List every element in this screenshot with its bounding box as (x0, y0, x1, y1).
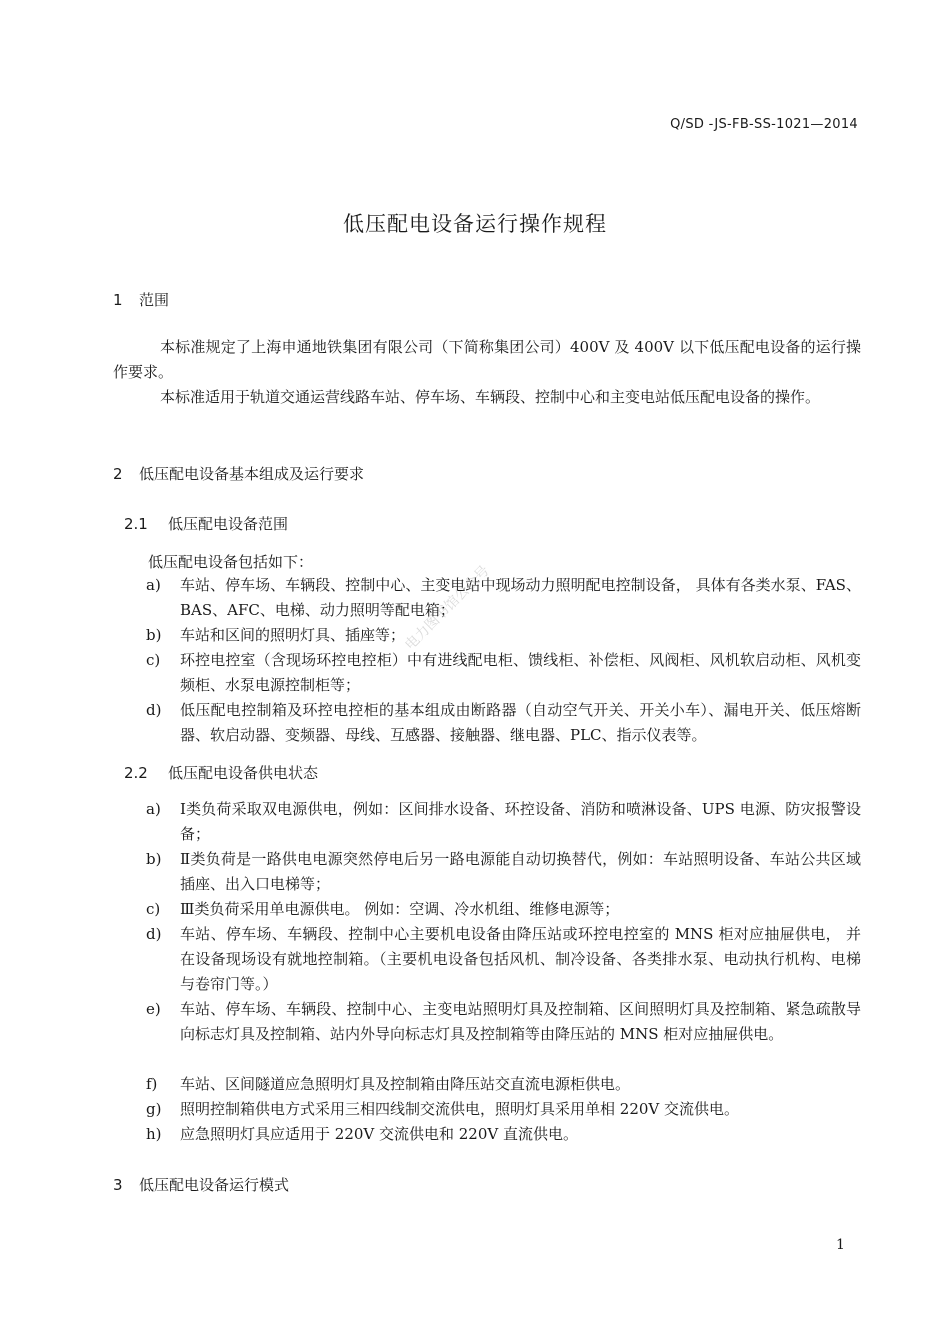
list-item-label: b) (146, 626, 162, 644)
subsection-number: 2.2 (124, 764, 148, 782)
list-intro: 低压配电设备包括如下： (148, 553, 314, 571)
list-item (146, 1097, 861, 1122)
list-item-label: c) (146, 900, 161, 918)
list-item-text: Ⅱ类负荷是一路供电电源突然停电后另一路电源能自动切换替代，例如：车站照明设备、车站公共区域插座、出入口电梯等； (180, 850, 861, 893)
list-item-text: Ⅰ类负荷采取双电源供电，例如：区间排水设备、环控设备、消防和喷淋设备、UPS 电源、防灾报警设备； (180, 800, 861, 843)
section-number: 2 (113, 465, 123, 483)
list-item (146, 897, 861, 922)
list-item-text: 车站、停车场、车辆段、控制中心、主变电站照明灯具及控制箱、区间照明灯具及控制箱、紧急疏散导向标志灯具及控制箱、站内外导向标志灯具及控制箱等由降压站的 MNS 柜对应抽屉供电。 (180, 1000, 861, 1043)
section-title: 范围 (139, 291, 170, 309)
subsection-title: 低压配电设备供电状态 (168, 764, 319, 782)
list-item-label: e) (146, 1000, 161, 1018)
list-item-text: 车站和区间的照明灯具、插座等； (180, 626, 406, 644)
list-item (146, 847, 861, 897)
page-title: 低压配电设备运行操作规程 (343, 212, 607, 236)
list-item-label: d) (146, 925, 162, 943)
list-item-text: 应急照明灯具应适用于 220V 交流供电和 220V 直流供电。 (180, 1125, 579, 1143)
list-item-text: 车站、停车场、车辆段、控制中心、主变电站中现场动力照明配电控制设备， 具体有各类水泵、FAS、BAS、AFC、电梯、动力照明等配电箱； (180, 576, 861, 619)
list-item (146, 922, 861, 997)
list-item-label: d) (146, 701, 162, 719)
list-item-label: f) (146, 1075, 158, 1093)
subsection-2-1-heading (124, 513, 288, 534)
list-item (146, 698, 861, 748)
list-item-text: 环控电控室（含现场环控电控柜）中有进线配电柜、馈线柜、补偿柜、风阀柜、风机软启动柜、风机变频柜、水泵电源控制柜等； (180, 651, 861, 694)
document-code: Q/SD -JS-FB-SS-1021—2014 (670, 117, 858, 132)
list-item-label: h) (146, 1125, 162, 1143)
list-item-text: Ⅲ类负荷采用单电源供电。 例如：空调、冷水机组、维修电源等； (180, 900, 620, 918)
list-item (146, 997, 861, 1047)
list-item-text: 低压配电控制箱及环控电控柜的基本组成由断路器（自动空气开关、开关小车）、漏电开关、低压熔断器、软启动器、变频器、母线、互感器、接触器、继电器、PLC、指示仪表等。 (180, 701, 861, 744)
subsection-2-2-heading (124, 762, 318, 783)
list-item-text: 照明控制箱供电方式采用三相四线制交流供电，照明灯具采用单相 220V 交流供电。 (180, 1100, 740, 1118)
section-1-heading (113, 289, 169, 310)
list-item (146, 1122, 861, 1147)
section-3-heading (113, 1174, 289, 1195)
section-title: 低压配电设备基本组成及运行要求 (139, 465, 365, 483)
paragraph: 本标准规定了上海申通地铁集团有限公司（下简称集团公司）400V 及 400V 以下低压配电设备的运行操作要求。 (113, 338, 861, 381)
list-item (146, 648, 861, 698)
list-item-label: g) (146, 1100, 162, 1118)
list-item-label: c) (146, 651, 161, 669)
list-item (146, 1072, 861, 1097)
page-number: 1 (836, 1237, 845, 1253)
list-item (146, 797, 861, 847)
section-2-heading (113, 463, 364, 484)
list-item-label: b) (146, 850, 162, 868)
list-item-text: 车站、区间隧道应急照明灯具及控制箱由降压站交直流电源柜供电。 (180, 1075, 631, 1093)
section-title: 低压配电设备运行模式 (139, 1176, 290, 1194)
section-number: 3 (113, 1176, 123, 1194)
list-item (146, 623, 861, 648)
list-item-label: a) (146, 800, 161, 818)
paragraph: 本标准适用于轨道交通运营线路车站、停车场、车辆段、控制中心和主变电站低压配电设备的操作。 (160, 388, 821, 406)
list-item-text: 车站、停车场、车辆段、控制中心主要机电设备由降压站或环控电控室的 MNS 柜对应抽屉供电， 并在设备现场设有就地控制箱。（主要机电设备包括风机、制冷设备、各类排水泵、电动执行机构、电梯与卷帘门等。） (180, 925, 861, 993)
watermark: 电力图书馆公众号 (402, 562, 493, 654)
subsection-number: 2.1 (124, 515, 148, 533)
list-item (146, 573, 861, 623)
list-item-label: a) (146, 576, 161, 594)
subsection-title: 低压配电设备范围 (168, 515, 289, 533)
section-number: 1 (113, 291, 123, 309)
